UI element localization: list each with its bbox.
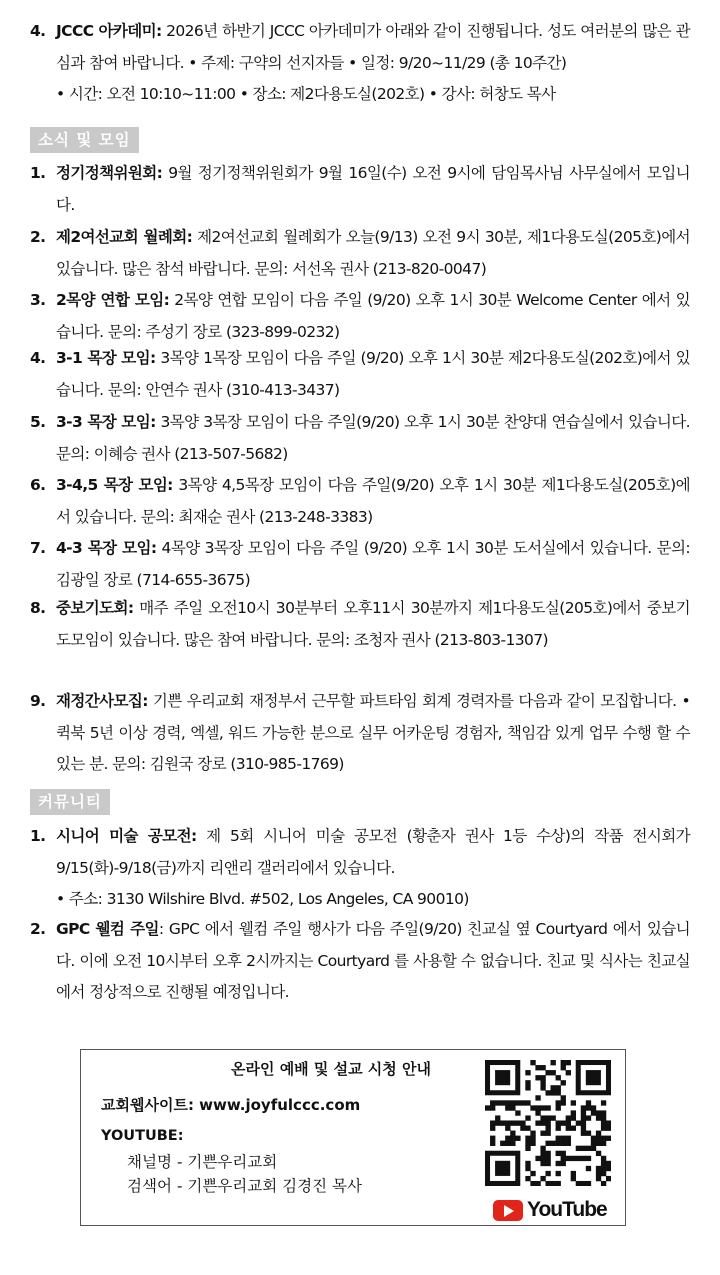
youtube-logo-text: YouTube bbox=[527, 1198, 607, 1221]
online-title: 온라인 예배 및 설교 시청 안내 bbox=[231, 1060, 431, 1078]
item-text: 매주 주일 오전10시 30분부터 오후11시 30분까지 제1다용도실(205호)에서 중보기도모임이 있습니다. 많은 참여 바랍니다. 문의: 조청자 권사 (213-803-1307) bbox=[56, 599, 690, 649]
news-item bbox=[30, 533, 690, 596]
item-number: 8. bbox=[30, 599, 46, 617]
item-label: JCCC 아카데미: bbox=[56, 22, 162, 40]
youtube-channel: 채널명 - 기쁜우리교회 bbox=[127, 1153, 278, 1171]
item-text: 9월 정기정책위원회가 9월 16일(수) 오전 9시에 담임목사님 사무실에서 모입니다. bbox=[56, 164, 690, 214]
news-item bbox=[30, 407, 690, 470]
item-number: 4. bbox=[30, 349, 46, 367]
item-number: 2. bbox=[30, 228, 46, 246]
item-number: 1. bbox=[30, 164, 46, 182]
website-link[interactable]: www.joyfulccc.com bbox=[199, 1096, 361, 1114]
item-label: 3-4,5 목장 모임: bbox=[56, 476, 173, 494]
item-label: GPC 웰컴 주일 bbox=[56, 920, 159, 938]
section-header-community: 커뮤니티 bbox=[30, 789, 110, 815]
item-label: 정기정책위원회: bbox=[56, 164, 163, 182]
item-label: 3-1 목장 모임: bbox=[56, 349, 156, 367]
website-line bbox=[101, 1094, 360, 1115]
item-text: 4목양 3목장 모임이 다음 주일 (9/20) 오후 1시 30분 도서실에서 있습니다. 문의: 김광일 장로 (714-655-3675) bbox=[56, 539, 690, 589]
news-item bbox=[30, 158, 690, 221]
community-item bbox=[30, 821, 690, 916]
item-subline: • 주소: 3130 Wilshire Blvd. #502, Los Angeles, CA 90010) bbox=[56, 890, 469, 908]
item-text: : GPC 에서 웰컴 주일 행사가 다음 주일(9/20) 친교실 옆 Courtyard 에서 있습니다. 이에 오전 10시부터 오후 2시까지는 Courtyard 를 사용할 수 없습니다. 친교 및 식사는 친교실에서 정상적으로 진행될 예정입니다. bbox=[56, 920, 690, 1001]
qr-code-icon[interactable] bbox=[485, 1060, 611, 1186]
item-text: 제2여선교회 월례회가 오늘(9/13) 오전 9시 30분, 제1다용도실(205호)에서 있습니다. 많은 참석 바랍니다. 문의: 서선옥 권사 (213-820-0047) bbox=[56, 228, 690, 278]
news-item bbox=[30, 686, 690, 781]
youtube-label: YOUTUBE: bbox=[101, 1128, 184, 1144]
news-item bbox=[30, 470, 690, 533]
news-item bbox=[30, 285, 690, 348]
item-label: 중보기도회: bbox=[56, 599, 134, 617]
item-number: 9. bbox=[30, 692, 46, 710]
item-number: 4. bbox=[30, 22, 46, 40]
item-label: 시니어 미술 공모전: bbox=[56, 827, 197, 845]
item-text: 2목양 연합 모임이 다음 주일 (9/20) 오후 1시 30분 Welcome Center 에서 있습니다. 문의: 주성기 장로 (323-899-0232) bbox=[56, 291, 690, 341]
item-label: 4-3 목장 모임: bbox=[56, 539, 157, 557]
item-text: 제 5회 시니어 미술 공모전 (황춘자 권사 1등 수상)의 작품 전시회가 9/15(화)-9/18(금)까지 리앤리 갤러리에서 있습니다. bbox=[56, 827, 690, 877]
item-label: 3-3 목장 모임: bbox=[56, 413, 156, 431]
item-label: 2목양 연합 모임: bbox=[56, 291, 170, 309]
youtube-logo[interactable] bbox=[493, 1198, 607, 1222]
news-item bbox=[30, 343, 690, 406]
item-label: 재정간사모집: bbox=[56, 692, 148, 710]
item-number: 6. bbox=[30, 476, 46, 494]
item-number: 7. bbox=[30, 539, 46, 557]
website-label: 교회웹사이트: bbox=[101, 1096, 200, 1114]
item-text: 3목양 4,5목장 모임이 다음 주일(9/20) 오후 1시 30분 제1다용도실(205호)에서 있습니다. 문의: 최재순 권사 (213-248-3383) bbox=[56, 476, 691, 526]
item-text: 3목양 3목장 모임이 다음 주일(9/20) 오후 1시 30분 찬양대 연습실에서 있습니다. 문의: 이혜승 권사 (213-507-5682) bbox=[56, 413, 690, 463]
item-subline: • 시간: 오전 10:10~11:00 • 장소: 제2다용도실(202호) • 강사: 허창도 목사 bbox=[56, 85, 556, 103]
item-text: 3목양 1목장 모임이 다음 주일 (9/20) 오후 1시 30분 제2다용도실(202호)에서 있습니다. 문의: 안연수 권사 (310-413-3437) bbox=[56, 349, 690, 399]
item-label: 제2여선교회 월례회: bbox=[56, 228, 193, 246]
news-item bbox=[30, 593, 690, 656]
item-number: 5. bbox=[30, 413, 46, 431]
youtube-play-icon bbox=[493, 1200, 523, 1221]
online-info-box bbox=[80, 1049, 626, 1226]
news-item bbox=[30, 222, 690, 285]
item-number: 2. bbox=[30, 920, 46, 938]
item-number: 1. bbox=[30, 827, 46, 845]
community-item bbox=[30, 914, 690, 1009]
youtube-search: 검색어 - 기쁜우리교회 김경진 목사 bbox=[127, 1177, 362, 1195]
section-header-news: 소식 및 모임 bbox=[30, 127, 139, 153]
item-number: 3. bbox=[30, 291, 46, 309]
item-text: 2026년 하반기 JCCC 아카데미가 아래와 같이 진행됩니다. 성도 여러분의 많은 관심과 참여 바랍니다. • 주제: 구약의 선지자들 • 일정: 9/20~11/29 (총 10주간) bbox=[56, 22, 690, 72]
item-text: 기쁜 우리교회 재정부서 근무할 파트타임 회계 경력자를 다음과 같이 모집합니다. • 퀵북 5년 이상 경력, 엑셀, 워드 가능한 분으로 실무 어카운팅 경험자, 책임감 있게 업무 수행 할 수 있는 분. 문의: 김원국 장로 (310-985-1769) bbox=[56, 692, 690, 773]
academy-item bbox=[30, 16, 690, 111]
